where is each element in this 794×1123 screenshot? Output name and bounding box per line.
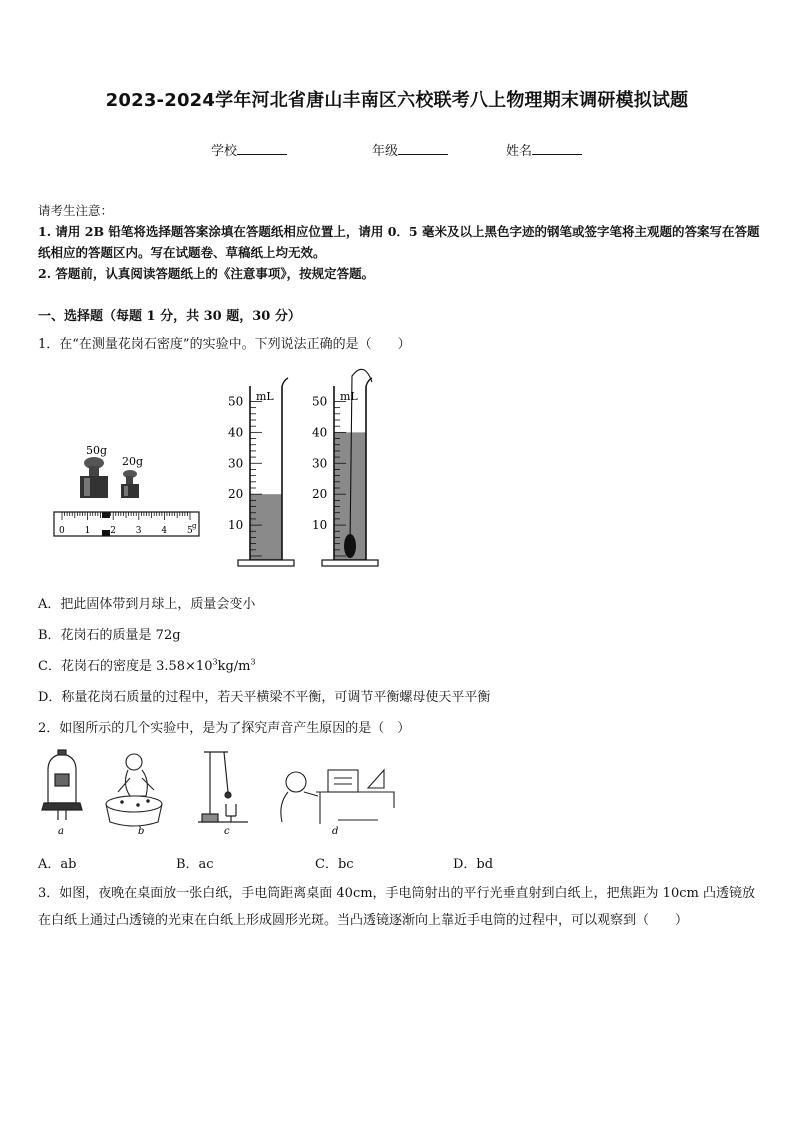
weight-20g-icon <box>121 455 143 498</box>
person-drum-icon <box>106 754 162 826</box>
ruler-tick-label: 4 <box>161 526 168 536</box>
notice-item-2: 2. 答题前，认真阅读答题纸上的《注意事项》，按规定答题。 <box>38 266 375 281</box>
question-2-stem: 2．如图所示的几个实验中，是为了探究声音产生原因的是（ ） <box>38 721 411 736</box>
bell-jar-icon <box>42 750 82 820</box>
q1-option-d[interactable]: D．称量花岗石质量的过程中，若天平横梁不平衡，可调节平衡螺母使天平平衡 <box>38 690 491 705</box>
cylinder-scale-label: 40 <box>228 425 244 440</box>
q2-option-d[interactable]: D．bd <box>453 857 494 872</box>
q2-option-a[interactable]: A．ab <box>38 857 77 872</box>
section-heading: 一、选择题（每题 1 分，共 30 题，30 分） <box>38 309 301 324</box>
q2-option-b[interactable]: B．ac <box>176 857 214 872</box>
q2-figure <box>38 748 403 843</box>
school-label: 学校 <box>211 144 238 159</box>
q1-option-c[interactable] <box>38 655 256 674</box>
name-field <box>506 140 582 159</box>
grade-field <box>372 140 448 159</box>
graduated-cylinder-stone <box>312 369 378 566</box>
page-title: 2023-2024学年河北省唐山丰南区六校联考八上物理期末调研模拟试题 <box>105 90 689 111</box>
q2-label-b: b <box>138 826 145 837</box>
q1-option-c-unit: kg/m <box>217 659 251 674</box>
granite-stone-icon <box>344 534 356 558</box>
q1-option-b[interactable]: B．花岗石的质量是 72g <box>38 628 181 643</box>
cylinder-scale-label: 30 <box>228 456 244 471</box>
ruler-tick-label: 1 <box>84 526 91 536</box>
notice-block <box>38 200 760 284</box>
q1-option-c-text: C．花岗石的密度是 3.58×10 <box>38 659 213 674</box>
cylinder-scale-label: 50 <box>312 394 328 409</box>
cylinder-unit-label: mL <box>340 390 358 403</box>
cylinder-scale-label: 20 <box>228 487 244 502</box>
cylinder-scale-label: 50 <box>228 394 244 409</box>
ruler-tick-label: 5 <box>187 526 193 536</box>
ruler-tick-label: 3 <box>135 526 142 536</box>
ruler-tick-label: 2 <box>110 526 116 536</box>
school-field <box>211 140 287 159</box>
q1-option-c-exp: 3 <box>212 657 218 667</box>
notice-item-1: 1. 请用 2B 铅笔将选择题答案涂填在答题纸相应位置上，请用 0．5 毫米及以上黑色字迹的钢笔或签字笔将主观题的答案写在答题纸相应的答题区内。写在试题卷、草稿纸上均无效。 <box>38 224 760 260</box>
q1-figure <box>50 362 390 577</box>
weight-50g-icon <box>80 444 108 498</box>
cylinder-scale-label: 30 <box>312 456 328 471</box>
question-3-stem: 3．如图，夜晚在桌面放一张白纸，手电筒距离桌面 40cm，手电筒射出的平行光垂直射到白纸上，把焦距为 10cm 凸透镜放在白纸上通过凸透镜的光束在白纸上形成圆形光斑。当凸透镜逐渐向上靠近手电筒的过程中，可以观察到（ ） <box>38 886 755 928</box>
grade-label: 年级 <box>372 144 399 159</box>
person-desk-icon <box>281 770 394 824</box>
weight-50g-label: 50g <box>86 444 108 457</box>
cylinder-scale-label: 40 <box>312 425 328 440</box>
notice-heading: 请考生注意： <box>38 203 114 218</box>
weight-20g-label: 20g <box>122 455 144 468</box>
grade-blank[interactable] <box>398 142 448 155</box>
ruler-tick-label: 0 <box>59 526 65 536</box>
q2-option-c[interactable]: C．bc <box>315 857 354 872</box>
question-1-stem: 1．在“在测量花岗石密度”的实验中。下列说法正确的是（ ） <box>38 337 411 352</box>
cylinder-unit-label: mL <box>256 390 274 403</box>
name-blank[interactable] <box>532 142 582 155</box>
graduated-cylinder-water <box>228 378 294 566</box>
q2-label-c: c <box>224 826 230 837</box>
balance-scale-ruler <box>54 512 199 536</box>
q2-label-d: d <box>332 826 339 837</box>
cylinder-scale-label: 20 <box>312 487 328 502</box>
school-blank[interactable] <box>237 142 287 155</box>
q1-option-c-exp2: 3 <box>250 657 256 667</box>
name-label: 姓名 <box>506 144 533 159</box>
cylinder-scale-label: 10 <box>228 518 244 533</box>
cylinder-scale-label: 10 <box>312 518 328 533</box>
ruler-unit-label: g <box>192 522 197 530</box>
q1-option-a[interactable]: A．把此固体带到月球上，质量会变小 <box>38 597 256 612</box>
tuning-fork-icon <box>198 752 248 822</box>
q2-label-a: a <box>58 826 64 837</box>
